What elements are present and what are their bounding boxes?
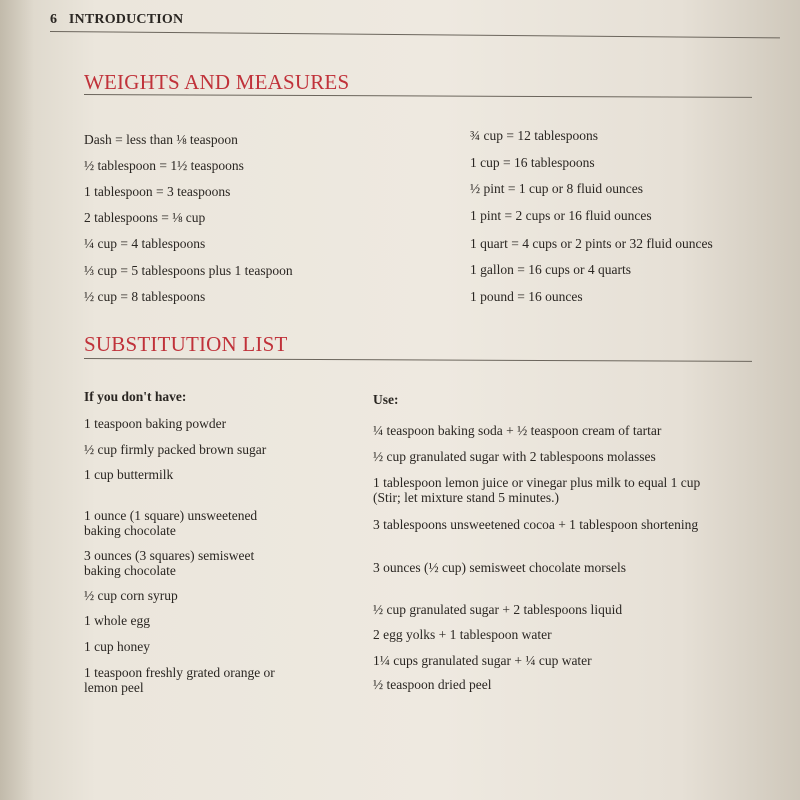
weights-section-title: WEIGHTS AND MEASURES: [84, 70, 350, 94]
weights-section-rule: [84, 94, 752, 98]
page-gutter-shadow: [0, 0, 34, 800]
substitution-section-title: SUBSTITUTION LIST: [84, 332, 288, 356]
substitution-have: ½ cup firmly packed brown sugar: [84, 442, 267, 457]
substitution-use: 2 egg yolks + 1 tablespoon water: [373, 627, 552, 642]
substitution-use: ¼ teaspoon baking soda + ½ teaspoon cream of tartar: [373, 423, 662, 438]
substitution-have: 1 ounce (1 square) unsweetened: [84, 508, 258, 523]
substitution-have: ½ cup corn syrup: [84, 588, 178, 603]
header-rule: [50, 31, 780, 38]
weights-right-item: ½ pint = 1 cup or 8 fluid ounces: [470, 181, 643, 196]
weights-left-item: ½ tablespoon = 1½ teaspoons: [84, 158, 244, 173]
running-header: [50, 12, 183, 28]
weights-right-item: 1 pint = 2 cups or 16 fluid ounces: [470, 208, 652, 223]
substitution-have-cont: lemon peel: [84, 680, 144, 695]
substitution-use: ½ teaspoon dried peel: [373, 677, 492, 692]
substitution-use: 1 tablespoon lemon juice or vinegar plus milk to equal 1 cup: [373, 475, 701, 490]
weights-right-item: 1 quart = 4 cups or 2 pints or 32 fluid ounces: [470, 236, 713, 251]
weights-left-item: ⅓ cup = 5 tablespoons plus 1 teaspoon: [84, 263, 293, 278]
weights-left-item: 1 tablespoon = 3 teaspoons: [84, 184, 231, 199]
substitution-use-cont: (Stir; let mixture stand 5 minutes.): [373, 490, 559, 505]
substitution-use: ½ cup granulated sugar + 2 tablespoons liquid: [373, 602, 623, 617]
substitution-have: 3 ounces (3 squares) semisweet: [84, 548, 255, 563]
substitution-use: 3 tablespoons unsweetened cocoa + 1 tablespoon shortening: [373, 517, 699, 532]
substitution-have: 1 cup honey: [84, 639, 150, 654]
substitution-have-cont: baking chocolate: [84, 523, 176, 538]
use-column-header: Use:: [373, 392, 399, 407]
substitution-have: 1 teaspoon freshly grated orange or: [84, 665, 275, 680]
substitution-section-rule: [84, 358, 752, 362]
weights-left-item: 2 tablespoons = ⅛ cup: [84, 210, 206, 225]
chapter-title: INTRODUCTION: [68, 12, 184, 27]
substitution-use: 3 ounces (½ cup) semisweet chocolate morsels: [373, 560, 627, 575]
substitution-have: 1 cup buttermilk: [84, 467, 174, 482]
substitution-use: 1¼ cups granulated sugar + ¼ cup water: [373, 653, 592, 668]
substitution-have: 1 whole egg: [84, 613, 150, 628]
weights-right-item: 1 cup = 16 tablespoons: [470, 155, 595, 170]
substitution-use: ½ cup granulated sugar with 2 tablespoons molasses: [373, 449, 656, 464]
weights-left-item: ¼ cup = 4 tablespoons: [84, 236, 206, 251]
weights-right-item: 1 pound = 16 ounces: [470, 289, 583, 304]
substitution-have-cont: baking chocolate: [84, 563, 176, 578]
have-column-header: If you don't have:: [84, 389, 187, 404]
substitution-have: 1 teaspoon baking powder: [84, 416, 227, 431]
weights-left-item: ½ cup = 8 tablespoons: [84, 289, 206, 304]
weights-right-item: ¾ cup = 12 tablespoons: [470, 128, 598, 143]
weights-right-item: 1 gallon = 16 cups or 4 quarts: [470, 262, 631, 277]
weights-left-item: Dash = less than ⅛ teaspoon: [84, 132, 238, 147]
page-number: 6: [50, 12, 58, 27]
